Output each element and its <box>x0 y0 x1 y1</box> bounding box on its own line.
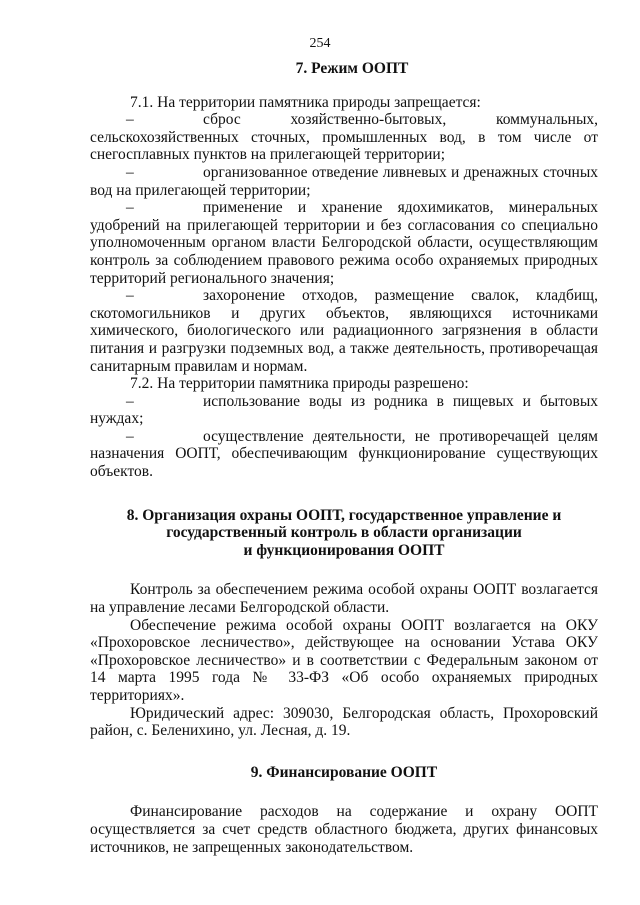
prohibited-item-3 <box>90 199 598 287</box>
allowed-item-2 <box>90 428 598 481</box>
allowed-item-text: осуществление деятельности, не противоречащей целям назначения ООПТ, обеспечивающим функционирование существующих объектов. <box>90 427 598 481</box>
dash-marker: – <box>126 199 134 217</box>
allowed-item-1 <box>90 393 598 428</box>
prohibited-item-text: применение и хранение ядохимикатов, минеральных удобрений на прилегающей территории и без согласования со специально уполномоченным органом власти Белгородской области, осуществляющим контроль за соблюдением правового режима особо охраняемых природных территорий регионального значения; <box>90 199 598 287</box>
section-7-heading: 7. Режим ООПТ <box>295 60 409 77</box>
section-9-heading: 9. Финансирование ООПТ <box>250 763 438 781</box>
section-8-paragraph-1: Контроль за обеспечением режима особой охраны ООПТ возлагается на управление лесами Белгородской области. <box>90 581 598 617</box>
prohibited-item-4 <box>90 287 598 375</box>
prohibited-item-2 <box>90 164 598 199</box>
section-8-paragraph-2: Обеспечение режима особой охраны ООПТ возлагается на ОКУ «Прохоровское лесничество», действующее на основании Устава ОКУ «Прохоровское лесничество» и в соответствии с Федеральным законом от 14 марта 1995 года № 33-ФЗ «Об особо охраняемых природных территориях». <box>90 616 598 704</box>
clause-7-2: 7.2. На территории памятника природы разрешено: <box>130 375 469 393</box>
dash-marker: – <box>126 163 134 181</box>
dash-marker: – <box>126 287 134 305</box>
dash-marker: – <box>126 427 134 445</box>
section-8-heading-line-2: государственный контроль в области организации <box>166 524 522 542</box>
dash-marker: – <box>126 111 134 129</box>
section-8-heading-line-1: 8. Организация охраны ООПТ, государственное управление и <box>126 506 562 524</box>
prohibited-item-text: захоронение отходов, размещение свалок, кладбищ, скотомогильников и других объектов, являющихся источниками химического, биологического или радиационного загрязнения в области питания и разгрузки подземных вод, а также деятельность, противоречащая санитарным правилам и нормам. <box>90 287 598 375</box>
document-body <box>90 60 598 856</box>
dash-marker: – <box>126 392 134 410</box>
prohibited-item-1 <box>90 111 598 164</box>
allowed-item-text: использование воды из родника в пищевых и бытовых нуждах; <box>90 392 598 428</box>
section-9-paragraph: Финансирование расходов на содержание и охрану ООПТ осуществляется за счет средств областного бюджета, других финансовых источников, не запрещенных законодательством. <box>90 803 598 856</box>
clause-7-1: 7.1. На территории памятника природы запрещается: <box>130 93 481 111</box>
page-number: 254 <box>309 36 331 51</box>
section-8-heading <box>90 507 598 560</box>
section-8-paragraph-3: Юридический адрес: 309030, Белгородская область, Прохоровский район, с. Беленихино, ул. Лесная, д. 19. <box>90 704 598 740</box>
prohibited-item-text: организованное отведение ливневых и дренажных сточных вод на прилегающей территории; <box>90 163 598 199</box>
prohibited-item-text: сброс хозяйственно-бытовых, коммунальных, сельскохозяйственных сточных, промышленных вод, в том числе от снегосплавных пунктов на прилегающей территории; <box>90 111 598 164</box>
section-8-heading-line-3: и функционирования ООПТ <box>243 541 445 559</box>
